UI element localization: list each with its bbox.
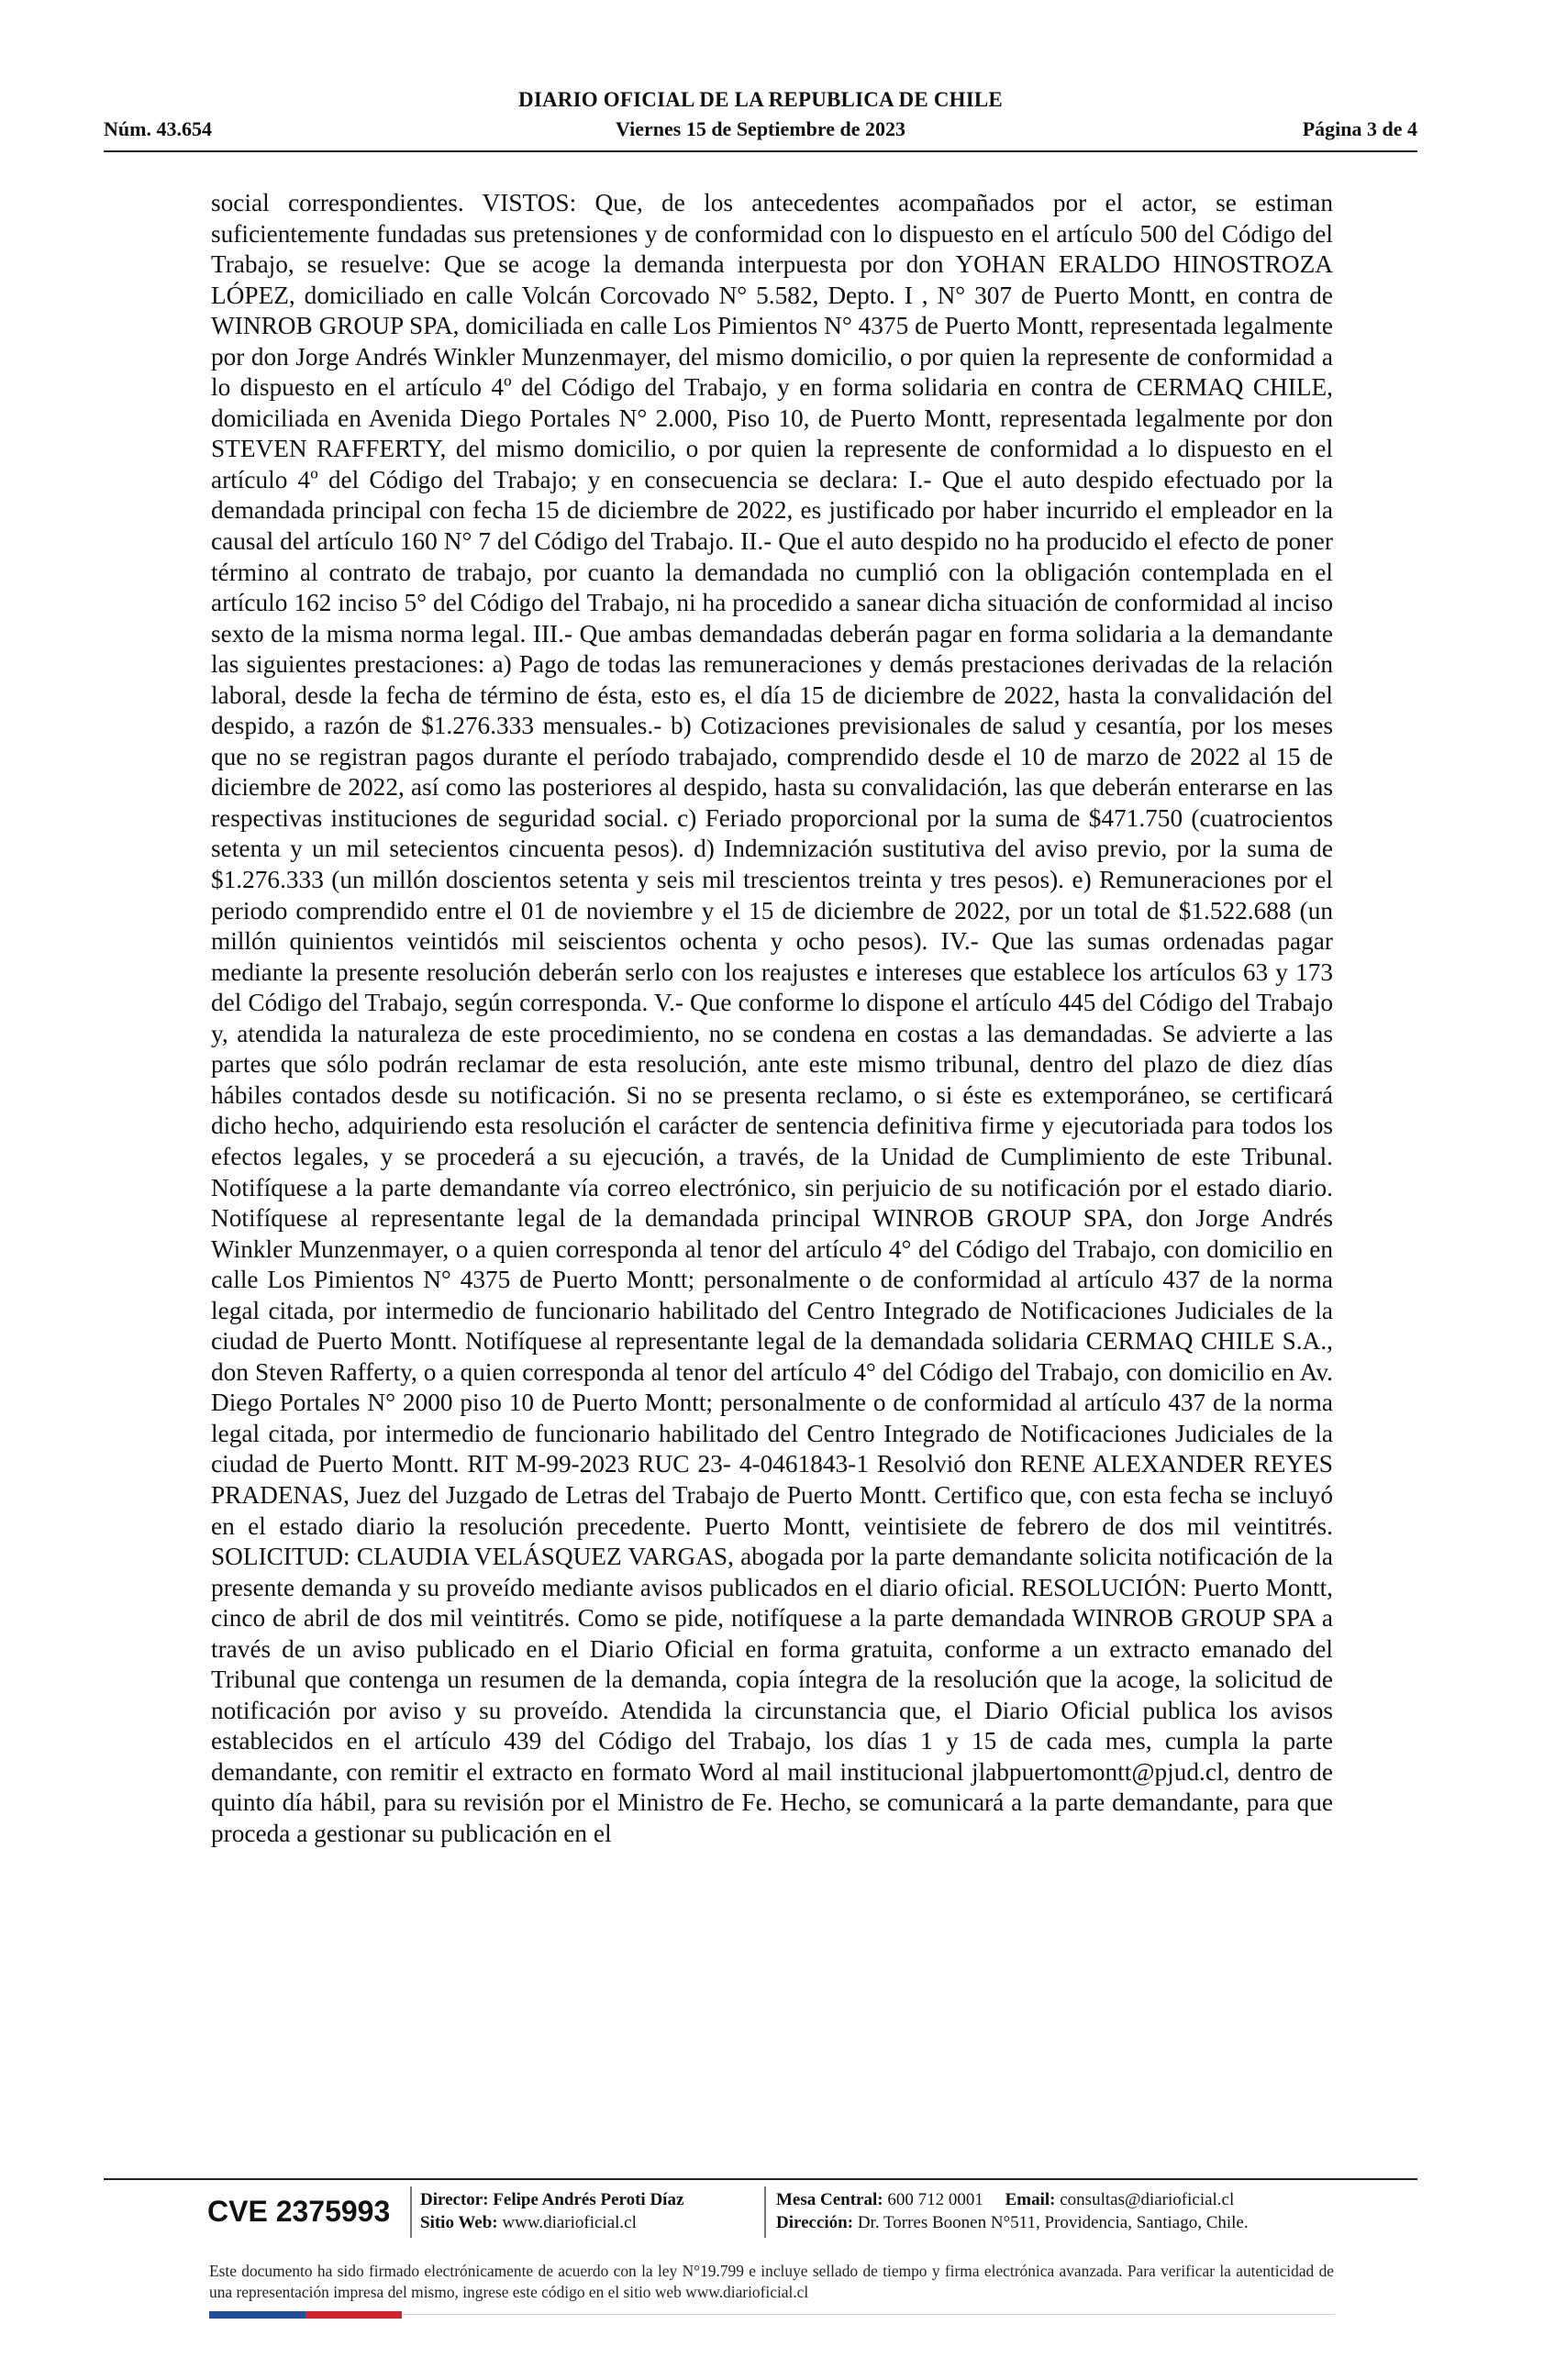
header-meta-row xyxy=(104,117,1417,145)
flag-red-segment xyxy=(305,2311,402,2319)
central-phone: 600 712 0001 xyxy=(887,2190,983,2209)
address-line xyxy=(776,2211,1249,2234)
issue-number: Núm. 43.654 xyxy=(104,117,212,140)
footer-director-block xyxy=(420,2188,683,2234)
contact-line xyxy=(776,2188,1249,2211)
signature-notice: Este documento ha sido firmado electrónicamente de acuerdo con la ley N°19.799 e incluye sellado de tiempo y firma electrónica avanzada. Para verificar la autenticidad de una representación impresa del mismo, ingrese este código en el sitio web www.diarioficial.cl xyxy=(209,2262,1334,2301)
page-header xyxy=(104,88,1417,149)
website-label: Sitio Web: xyxy=(420,2213,498,2232)
body-paragraph: social correspondientes. VISTOS: Que, de los antecedentes acompañados por el actor, se estiman suficientemente fundadas sus pretensiones y de conformidad con lo dispuesto en el artículo 500 del Código del Trabajo, se resuelve: Que se acoge la demanda interpuesta por don YOHAN ERALDO HINOSTROZA LÓPEZ, domiciliado en calle Volcán Corcovado N° 5.582, Depto. I , N° 307 de Puerto Montt, en contra de WINROB GROUP SPA, domiciliada en calle Los Pimientos N° 4375 de Puerto Montt, representada legalmente por don Jorge Andrés Winkler Munzenmayer, del mismo domicilio, o por quien la represente de conformidad a lo dispuesto en el artículo 4º del Código del Trabajo, y en forma solidaria en contra de CERMAQ CHILE, domiciliada en Avenida Diego Portales N° 2.000, Piso 10, de Puerto Montt, representada legalmente por don STEVEN RAFFERTY, del mismo domicilio, o por quien la represente de conformidad a lo dispuesto en el artículo 4º del Código del Trabajo; y en consecuencia se declara: I.- Que el auto despido efectuado por la demandada principal con fecha 15 de diciembre de 2022, es justificado por haber incurrido el empleador en la causal del artículo 160 N° 7 del Código del Trabajo. II.- Que el auto despido no ha producido el efecto de poner término al contrato de trabajo, por cuanto la demandada no cumplió con la obligación contemplada en el artículo 162 inciso 5° del Código del Trabajo, ni ha procedido a sanear dicha situación de conformidad al inciso sexto de la misma norma legal. III.- Que ambas demandadas deberán pagar en forma solidaria a la demandante las siguientes prestaciones: a) Pago de todas las remuneraciones y demás prestaciones derivadas de la relación laboral, desde la fecha de término de ésta, esto es, el día 15 de diciembre de 2022, hasta la convalidación del despido, a razón de $1.276.333 mensuales.- b) Cotizaciones previsionales de salud y cesantía, por los meses que no se registran pagos durante el período trabajado, comprendido desde el 10 de marzo de 2022 al 15 de diciembre de 2022, así como las posteriores al despido, hasta su convalidación, las que deberán enterarse en las respectivas instituciones de seguridad social. c) Feriado proporcional por la suma de $471.750 (cuatrocientos setenta y un mil setecientos cincuenta pesos). d) Indemnización sustitutiva del aviso previo, por la suma de $1.276.333 (un millón doscientos setenta y seis mil trescientos treinta y tres pesos). e) Remuneraciones por el periodo comprendido entre el 01 de noviembre y el 15 de diciembre de 2022, por un total de $1.522.688 (un millón quinientos veintidós mil seiscientos ochenta y ocho pesos). IV.- Que las sumas ordenadas pagar mediante la presente resolución deberán serlo con los reajustes e intereses que establece los artículos 63 y 173 del Código del Trabajo, según corresponda. V.- Que conforme lo dispone el artículo 445 del Código del Trabajo y, atendida la naturaleza de este procedimiento, no se condena en costas a las demandadas. Se advierte a las partes que sólo podrán reclamar de esta resolución, ante este mismo tribunal, dentro del plazo de diez días hábiles contados desde su notificación. Si no se presenta reclamo, o si éste es extemporáneo, se certificará dicho hecho, adquiriendo esta resolución el carácter de sentencia definitiva firme y ejecutoriada para todos los efectos legales, y se procederá a su ejecución, a través, de la Unidad de Cumplimiento de este Tribunal. Notifíquese a la parte demandante vía correo electrónico, sin perjuicio de su notificación por el estado diario. Notifíquese al representante legal de la demandada principal WINROB GROUP SPA, don Jorge Andrés Winkler Munzenmayer, o a quien corresponda al tenor del artículo 4° del Código del Trabajo, con domicilio en calle Los Pimientos N° 4375 de Puerto Montt; personalmente o de conformidad al artículo 437 de la norma legal citada, por intermedio de funcionario habilitado del Centro Integrado de Notificaciones Judiciales de la ciudad de Puerto Montt. Notifíquese al representante legal de la demandada solidaria CERMAQ CHILE S.A., don Steven Rafferty, o a quien corresponda al tenor del artículo 4° del Código del Trabajo, con domicilio en Av. Diego Portales N° 2000 piso 10 de Puerto Montt; personalmente o de conformidad al artículo 437 de la norma legal citada, por intermedio de funcionario habilitado del Centro Integrado de Notificaciones Judiciales de la ciudad de Puerto Montt. RIT M-99-2023 RUC 23- 4-0461843-1 Resolvió don RENE ALEXANDER REYES PRADENAS, Juez del Juzgado de Letras del Trabajo de Puerto Montt. Certifico que, con esta fecha se incluyó en el estado diario la resolución precedente. Puerto Montt, veintisiete de febrero de dos mil veintitrés. SOLICITUD: CLAUDIA VELÁSQUEZ VARGAS, abogada por la parte demandante solicita notificación de la presente demanda y su proveído mediante avisos publicados en el diario oficial. RESOLUCIÓN: Puerto Montt, cinco de abril de dos mil veintitrés. Como se pide, notifíquese a la parte demandada WINROB GROUP SPA a través de un aviso publicado en el Diario Oficial en forma gratuita, conforme a un extracto emanado del Tribunal que contenga un resumen de la demanda, copia íntegra de la resolución que la acoge, la solicitud de notificación por aviso y su proveído. Atendida la circunstancia que, el Diario Oficial publica los avisos establecidos en el artículo 439 del Código del Trabajo, los días 1 y 15 de cada mes, cumpla la parte demandante, con remitir el extracto en formato Word al mail institucional jlabpuertomontt@pjud.cl, dentro de quinto día hábil, para su revisión por el Ministro de Fe. Hecho, se comunicará a la parte demandante, para que proceda a gestionar su publicación en el xyxy=(211,189,1333,1847)
publication-title: DIARIO OFICIAL DE LA REPUBLICA DE CHILE xyxy=(518,88,1003,111)
footer-separator xyxy=(410,2186,412,2238)
flag-blue-segment xyxy=(209,2311,305,2319)
footer-separator xyxy=(764,2186,766,2238)
director-name: Felipe Andrés Peroti Díaz xyxy=(493,2190,684,2209)
document-body xyxy=(211,188,1333,1850)
director-line xyxy=(420,2188,683,2211)
issue-date: Viernes 15 de Septiembre de 2023 xyxy=(616,117,905,140)
email-label: Email: xyxy=(1005,2190,1056,2209)
cve-code: CVE 2375993 xyxy=(207,2195,391,2228)
bottom-divider xyxy=(404,2314,1335,2315)
website-link[interactable]: www.diarioficial.cl xyxy=(502,2213,637,2232)
email-address[interactable]: consultas@diarioficial.cl xyxy=(1060,2190,1235,2209)
chile-flag-bar xyxy=(209,2311,402,2319)
central-label: Mesa Central: xyxy=(776,2190,883,2209)
page-indicator: Página 3 de 4 xyxy=(1302,117,1417,140)
website-line xyxy=(420,2211,683,2234)
address-value: Dr. Torres Boonen N°511, Providencia, Santiago, Chile. xyxy=(857,2213,1249,2232)
address-label: Dirección: xyxy=(776,2213,854,2232)
footer-divider xyxy=(104,2178,1417,2180)
header-divider xyxy=(104,150,1417,152)
footer-contact-block xyxy=(776,2188,1249,2234)
director-label: Director: xyxy=(420,2190,489,2209)
